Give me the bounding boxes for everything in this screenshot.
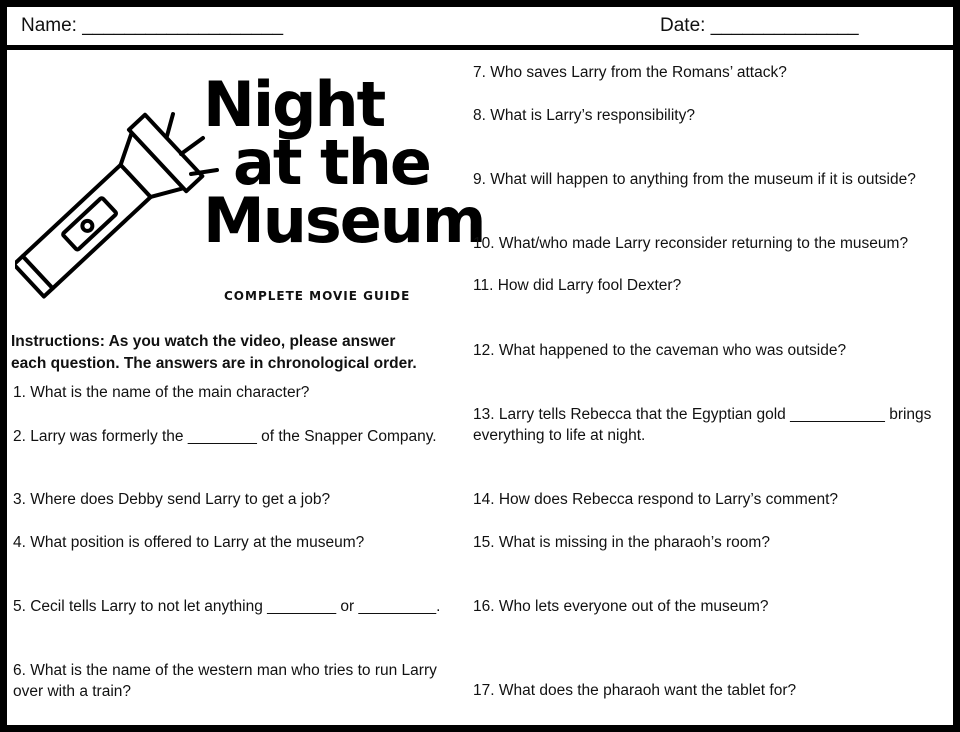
title-line-2: at the — [233, 126, 430, 199]
question-4: 4. What position is offered to Larry at the museum? — [13, 534, 365, 551]
instructions-text: Instructions: As you watch the video, please answer each question. The answers are in chronological order. — [11, 333, 417, 372]
question-1: 1. What is the name of the main character? — [13, 384, 310, 401]
question-12: 12. What happened to the caveman who was outside? — [473, 342, 847, 359]
question-16: 16. Who lets everyone out of the museum? — [473, 598, 769, 615]
guide-subtitle: COMPLETE MOVIE GUIDE — [224, 289, 411, 303]
question-3: 3. Where does Debby send Larry to get a job? — [13, 491, 331, 508]
question-17: 17. What does the pharaoh want the tablet for? — [473, 682, 797, 699]
flashlight-icon — [15, 80, 225, 300]
question-10: 10. What/who made Larry reconsider returning to the museum? — [473, 235, 909, 252]
question-14: 14. How does Rebecca respond to Larry’s comment? — [473, 491, 839, 508]
worksheet-body — [7, 50, 953, 725]
date-field-label: Date: ______________ — [660, 15, 859, 36]
question-7: 7. Who saves Larry from the Romans’ attack? — [473, 64, 787, 81]
question-15: 15. What is missing in the pharaoh’s room? — [473, 534, 770, 551]
question-5: 5. Cecil tells Larry to not let anything ________ or _________. — [13, 598, 441, 615]
question-11: 11. How did Larry fool Dexter? — [473, 277, 682, 294]
title-line-3: Museum — [203, 184, 485, 257]
name-field-label: Name: ___________________ — [21, 15, 284, 36]
question-2: 2. Larry was formerly the ________ of the Snapper Company. — [13, 428, 437, 445]
question-8: 8. What is Larry’s responsibility? — [473, 107, 695, 124]
question-6: 6. What is the name of the western man who tries to run Larry over with a train? — [13, 662, 437, 700]
header-bar — [7, 7, 953, 45]
question-9: 9. What will happen to anything from the museum if it is outside? — [473, 171, 916, 188]
title-line-1: Night — [203, 68, 385, 141]
question-13: 13. Larry tells Rebecca that the Egyptian gold ___________ brings everything to life at night. — [473, 406, 932, 444]
movie-title — [203, 68, 485, 257]
